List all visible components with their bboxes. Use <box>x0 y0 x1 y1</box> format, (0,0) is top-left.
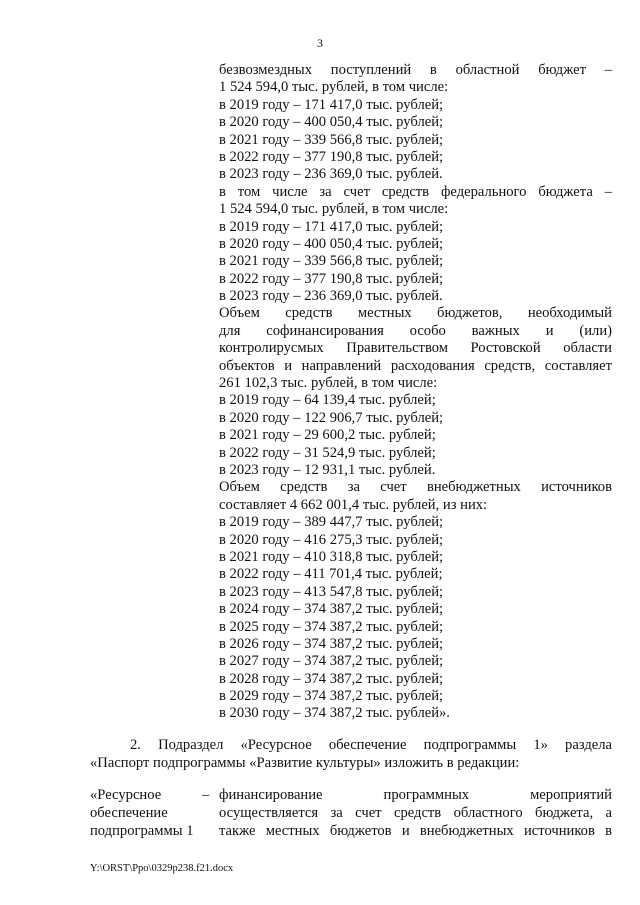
text-line: 1 524 594,0 тыс. рублей, в том числе: <box>219 79 449 96</box>
row-label-line: подпрограммы 1 <box>90 823 194 839</box>
file-path-footer: Y:\ORST\Ppo\0329p238.f21.docx <box>90 863 234 874</box>
text-line: Объем средств местных бюджетов, необходимый <box>219 305 612 322</box>
text-line: в 2023 году – 236 369,0 тыс. рублей. <box>219 166 443 183</box>
row-label-line: «Ресурсное <box>90 787 162 803</box>
row-content-line: также местных бюджетов и внебюджетных источников в <box>219 823 612 839</box>
paragraph-line: «Паспорт подпрограммы «Развитие культуры» изложить в редакции: <box>90 755 520 771</box>
text-line: безвозмездных поступлений в областной бюджет – <box>219 62 612 78</box>
text-line: в 2020 году – 416 275,3 тыс. рублей; <box>219 531 444 548</box>
text-line: Объем средств за счет внебюджетных источников <box>219 479 612 496</box>
text-line: в 2019 году – 389 447,7 тыс. рублей; <box>219 514 444 531</box>
text-line: 261 102,3 тыс. рублей, в том числе: <box>219 375 438 392</box>
text-line: 1 524 594,0 тыс. рублей, в том числе: <box>219 201 449 218</box>
text-line: в 2020 году – 400 050,4 тыс. рублей; <box>219 235 444 252</box>
text-line: в 2022 году – 411 701,4 тыс. рублей; <box>219 566 443 583</box>
text-line: в 2019 году – 171 417,0 тыс. рублей; <box>219 96 444 113</box>
text-line: в 2021 году – 29 600,2 тыс. рублей; <box>219 427 436 444</box>
text-line: составляет 4 662 001,4 тыс. рублей, из них: <box>219 496 488 513</box>
row-dash: – <box>202 787 210 803</box>
row-content-line: финансирование программных мероприятий <box>219 787 612 803</box>
text-line: в 2022 году – 377 190,8 тыс. рублей; <box>219 148 444 165</box>
text-line: объектов и направлений расходования средств, составляет <box>219 357 612 374</box>
text-line: в 2021 году – 339 566,8 тыс. рублей; <box>219 131 444 148</box>
text-line: в 2026 году – 374 387,2 тыс. рублей; <box>219 635 444 652</box>
amendment-paragraph <box>90 736 612 772</box>
text-line: для софинансирования особо важных и (или) <box>219 322 612 339</box>
row-content-line: осуществляется за счет средств областного бюджета, а <box>219 805 612 821</box>
paragraph-line: 2. Подраздел «Ресурсное обеспечение подпрограммы 1» раздела <box>130 737 612 753</box>
text-line: в 2025 году – 374 387,2 тыс. рублей; <box>219 618 444 635</box>
text-line: в 2019 году – 171 417,0 тыс. рублей; <box>219 218 444 235</box>
text-line: в 2022 году – 31 524,9 тыс. рублей; <box>219 444 436 461</box>
row-label-line: обеспечение <box>90 805 168 821</box>
text-line: в 2030 году – 374 387,2 тыс. рублей». <box>219 705 450 722</box>
text-line: в 2020 году – 122 906,7 тыс. рублей; <box>219 409 444 426</box>
text-line: в 2023 году – 12 931,1 тыс. рублей. <box>219 461 436 478</box>
text-line: в 2019 году – 64 139,4 тыс. рублей; <box>219 392 436 409</box>
text-line: в 2024 году – 374 387,2 тыс. рублей; <box>219 601 444 618</box>
text-line: в 2023 году – 413 547,8 тыс. рублей; <box>219 583 444 600</box>
text-line: в 2028 году – 374 387,2 тыс. рублей; <box>219 670 444 687</box>
text-line: в 2021 году – 410 318,8 тыс. рублей; <box>219 548 444 565</box>
text-line: в 2022 году – 377 190,8 тыс. рублей; <box>219 270 444 287</box>
text-line: в 2023 году – 236 369,0 тыс. рублей. <box>219 288 443 305</box>
text-line: в 2029 году – 374 387,2 тыс. рублей; <box>219 688 444 705</box>
text-line: в 2020 году – 400 050,4 тыс. рублей; <box>219 114 444 131</box>
text-line: в том числе за счет средств федерального бюджета – <box>219 183 612 200</box>
text-line: в 2021 году – 339 566,8 тыс. рублей; <box>219 253 444 270</box>
row-content <box>219 786 612 840</box>
row-label <box>90 786 200 840</box>
text-line: контролирусмых Правительством Ростовской области <box>219 340 612 357</box>
text-line: в 2027 году – 374 387,2 тыс. рублей; <box>219 653 444 670</box>
page-number: 3 <box>317 36 323 50</box>
financing-column <box>219 62 612 723</box>
